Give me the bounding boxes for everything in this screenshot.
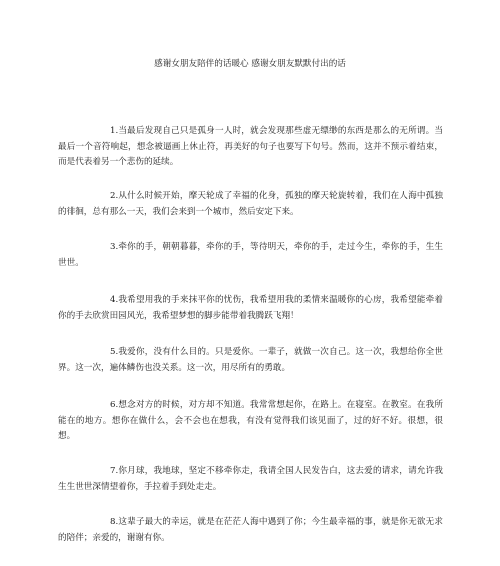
paragraph-5: 5.我爱你，没有什么目的。只是爱你。一辈子，就做一次自己。这一次，我想给你全世界。这一次，遍体鳞伤也没关系。这一次，用尽所有的勇敢。 <box>58 347 443 373</box>
paragraph-3: 3.牵你的手，朝朝暮暮，牵你的手，等待明天，牵你的手，走过今生，牵你的手，生生世世。 <box>58 242 443 268</box>
paragraph-4: 4.我希望用我的手来抹平你的忧伤，我希望用我的柔情来温暖你的心房，我希望能牵着你的手去欣赏田园风光，我希望梦想的脚步能带着我腾跃飞翔！ <box>58 295 443 321</box>
paragraph-1: 1.当最后发现自己只是孤身一人时，就会发现那些虚无缥缈的东西是那么的无所谓。当最后一个音符响起，想念被逼画上休止符，再美好的句子也要写下句号。然而，这并不预示着结束，而是代表着另一个悲伤的延续。 <box>58 126 443 167</box>
paragraph-7: 7.你月球，我地球，坚定不移牵你走，我请全国人民发告白，这去爱的请求，请允许我生生世世深情望着你，手拉着手到处走走。 <box>58 466 443 492</box>
paragraph-6: 6.想念对方的时候，对方却不知道。我常常想起你，在路上。在寝室。在教室。在我所能在的地方。想你在做什么，会不会也在想我，有没有觉得我们该见面了，过的好不好。很想，很想。 <box>58 400 443 441</box>
paragraph-8: 8.这辈子最大的幸运，就是在茫茫人海中遇到了你；今生最幸福的事，就是你无欲无求的陪伴；亲爱的，谢谢有你。 <box>58 517 443 543</box>
document-title: 感谢女朋友陪伴的话暖心 感谢女朋友默默付出的话 <box>154 59 346 69</box>
paragraph-2: 2.从什么时候开始，摩天轮成了幸福的化身，孤独的摩天轮旋转着，我们在人海中孤独的徘徊，总有那么一天，我们会来到一个城市，然后安定下来。 <box>58 191 443 217</box>
